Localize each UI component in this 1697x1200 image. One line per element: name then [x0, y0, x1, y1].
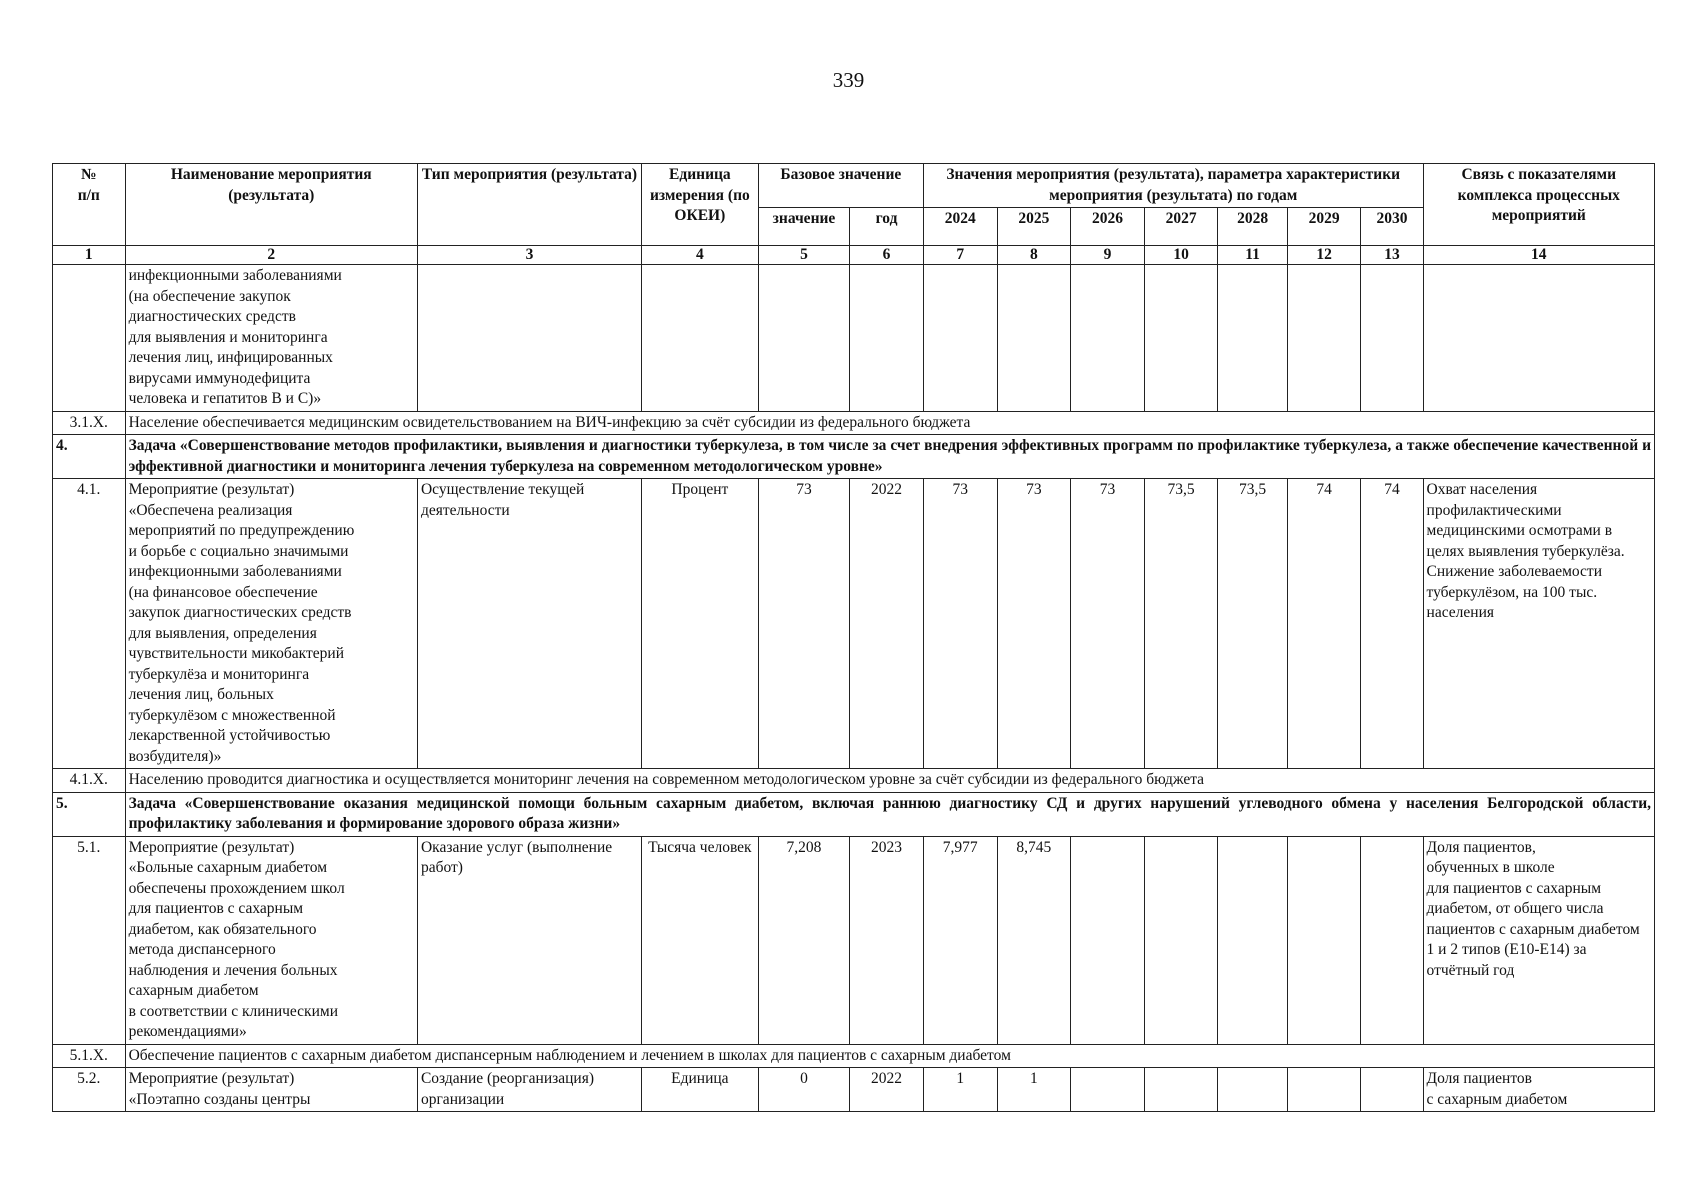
activity-name: Мероприятие (результат) «Поэтапно созданы центры — [125, 1068, 417, 1112]
table-body — [53, 265, 1655, 1112]
column-number: 9 — [1071, 246, 1145, 265]
column-number: 11 — [1218, 246, 1287, 265]
row-number: 4.1. — [53, 479, 126, 769]
year-value: 73 — [1071, 479, 1145, 769]
year-value — [1218, 265, 1287, 412]
activity-row — [53, 265, 1655, 412]
header-base: Базовое значение — [758, 164, 923, 208]
year-value: 1 — [923, 1068, 997, 1112]
unit — [641, 265, 758, 412]
activity-row — [53, 1068, 1655, 1112]
header-name: Наименование мероприятия (результата) — [125, 164, 417, 246]
header-year: 2024 — [923, 208, 997, 246]
column-number: 10 — [1144, 246, 1218, 265]
year-value — [1287, 1068, 1361, 1112]
header-num: № п/п — [53, 164, 126, 246]
header-base-value: значение — [758, 208, 850, 246]
row-number — [53, 265, 126, 412]
row-number: 4.1.X. — [53, 769, 126, 793]
year-value — [997, 265, 1071, 412]
year-value — [1287, 265, 1361, 412]
activities-table — [52, 163, 1655, 1112]
year-value: 73,5 — [1218, 479, 1287, 769]
header-year: 2026 — [1071, 208, 1145, 246]
year-value — [1218, 1068, 1287, 1112]
base-value: 0 — [758, 1068, 850, 1112]
column-number: 3 — [417, 246, 641, 265]
year-value: 73 — [923, 479, 997, 769]
year-value — [1361, 265, 1423, 412]
year-value — [1361, 836, 1423, 1044]
column-number: 6 — [850, 246, 924, 265]
task-text: Задача «Совершенствование оказания медицинской помощи больным сахарным диабетом, включая раннюю диагностику СД и других нарушений углеводного обмена у населения Белгородской области, профилактику заболевания и формирование здорового образа жизни» — [125, 792, 1654, 836]
note-row — [53, 769, 1655, 793]
header-year: 2029 — [1287, 208, 1361, 246]
year-value: 74 — [1361, 479, 1423, 769]
note-text: Обеспечение пациентов с сахарным диабетом диспансерным наблюдением и лечением в школах для пациентов с сахарным диабетом — [125, 1044, 1654, 1068]
activity-type: Осуществление текущей деятельности — [417, 479, 641, 769]
column-number: 13 — [1361, 246, 1423, 265]
activity-name: инфекционными заболеваниями (на обеспечение закупок диагностических средств для выявления и мониторинга лечения лиц, инфицированных вирусами иммунодефицита человека и гепатитов В и С)» — [125, 265, 417, 412]
header-year: 2025 — [997, 208, 1071, 246]
year-value: 8,745 — [997, 836, 1071, 1044]
row-number: 3.1.X. — [53, 411, 126, 435]
linked-indicator: Доля пациентов, обученных в школе для пациентов с сахарным диабетом, от общего числа пациентов с сахарным диабетом 1 и 2 типов (Е10-Е14) за отчётный год — [1423, 836, 1654, 1044]
base-year: 2022 — [850, 1068, 924, 1112]
row-number: 5. — [53, 792, 126, 836]
year-value: 7,977 — [923, 836, 997, 1044]
column-number: 2 — [125, 246, 417, 265]
linked-indicator — [1423, 265, 1654, 412]
task-row — [53, 792, 1655, 836]
year-value — [923, 265, 997, 412]
year-value: 73 — [997, 479, 1071, 769]
linked-indicator: Доля пациентов с сахарным диабетом — [1423, 1068, 1654, 1112]
base-year: 2022 — [850, 479, 924, 769]
year-value — [1071, 265, 1145, 412]
column-number: 5 — [758, 246, 850, 265]
year-value: 73,5 — [1144, 479, 1218, 769]
base-value — [758, 265, 850, 412]
note-text: Население обеспечивается медицинским освидетельствованием на ВИЧ-инфекцию за счёт субсидии из федерального бюджета — [125, 411, 1654, 435]
note-row — [53, 1044, 1655, 1068]
note-text: Населению проводится диагностика и осуществляется мониторинг лечения на современном методологическом уровне за счёт субсидии из федерального бюджета — [125, 769, 1654, 793]
base-year — [850, 265, 924, 412]
year-value: 74 — [1287, 479, 1361, 769]
year-value — [1361, 1068, 1423, 1112]
note-row — [53, 411, 1655, 435]
header-type: Тип мероприятия (результата) — [417, 164, 641, 246]
base-year: 2023 — [850, 836, 924, 1044]
base-value: 7,208 — [758, 836, 850, 1044]
row-number: 5.2. — [53, 1068, 126, 1112]
column-number: 7 — [923, 246, 997, 265]
year-value: 1 — [997, 1068, 1071, 1112]
year-value — [1144, 265, 1218, 412]
base-value: 73 — [758, 479, 850, 769]
year-value — [1144, 836, 1218, 1044]
header-year: 2028 — [1218, 208, 1287, 246]
header-link: Связь с показателями комплекса процессных мероприятий — [1423, 164, 1654, 246]
row-number: 5.1. — [53, 836, 126, 1044]
activity-name: Мероприятие (результат) «Больные сахарным диабетом обеспечены прохождением школ для пациентов с сахарным диабетом, как обязательного метода диспансерного наблюдения и лечения больных сахарным диабетом в соответствии с клиническими рекомендациями» — [125, 836, 417, 1044]
activity-row — [53, 836, 1655, 1044]
column-numbers-row — [53, 246, 1655, 265]
year-value — [1287, 836, 1361, 1044]
header-values: Значения мероприятия (результата), параметра характеристики мероприятия (результата) по годам — [923, 164, 1423, 208]
page-number: 339 — [832, 68, 865, 92]
activity-type: Создание (реорганизация) организации — [417, 1068, 641, 1112]
column-number: 8 — [997, 246, 1071, 265]
unit: Тысяча человек — [641, 836, 758, 1044]
year-value — [1071, 836, 1145, 1044]
linked-indicator: Охват населения профилактическими медицинскими осмотрами в целях выявления туберкулёза. Снижение заболеваемости туберкулёзом, на 100 тыс. населения — [1423, 479, 1654, 769]
activity-type: Оказание услуг (выполнение работ) — [417, 836, 641, 1044]
column-number: 12 — [1287, 246, 1361, 265]
column-number: 4 — [641, 246, 758, 265]
activity-type — [417, 265, 641, 412]
header-unit: Единица измерения (по ОКЕИ) — [641, 164, 758, 246]
header-year: 2027 — [1144, 208, 1218, 246]
header-year: 2030 — [1361, 208, 1423, 246]
column-number: 14 — [1423, 246, 1654, 265]
unit: Единица — [641, 1068, 758, 1112]
year-value — [1218, 836, 1287, 1044]
unit: Процент — [641, 479, 758, 769]
activity-name: Мероприятие (результат) «Обеспечена реализация мероприятий по предупреждению и борьбе с социально значимыми инфекционными заболеваниями (на финансовое обеспечение закупок диагностических средств для выявления, определения чувствительности микобактерий туберкулёза и мониторинга лечения лиц, больных туберкулёзом с множественной лекарственной устойчивостью возбудителя)» — [125, 479, 417, 769]
row-number: 4. — [53, 435, 126, 479]
activity-row — [53, 479, 1655, 769]
year-value — [1071, 1068, 1145, 1112]
task-text: Задача «Совершенствование методов профилактики, выявления и диагностики туберкулеза, в том числе за счет внедрения эффективных программ по профилактике туберкулеза, а также обеспечение качественной и эффективной диагностики и мониторинга лечения туберкулеза на современном методологическом уровне» — [125, 435, 1654, 479]
column-number: 1 — [53, 246, 126, 265]
task-row — [53, 435, 1655, 479]
year-value — [1144, 1068, 1218, 1112]
row-number: 5.1.X. — [53, 1044, 126, 1068]
header-row — [53, 164, 1655, 208]
header-base-year: год — [850, 208, 924, 246]
